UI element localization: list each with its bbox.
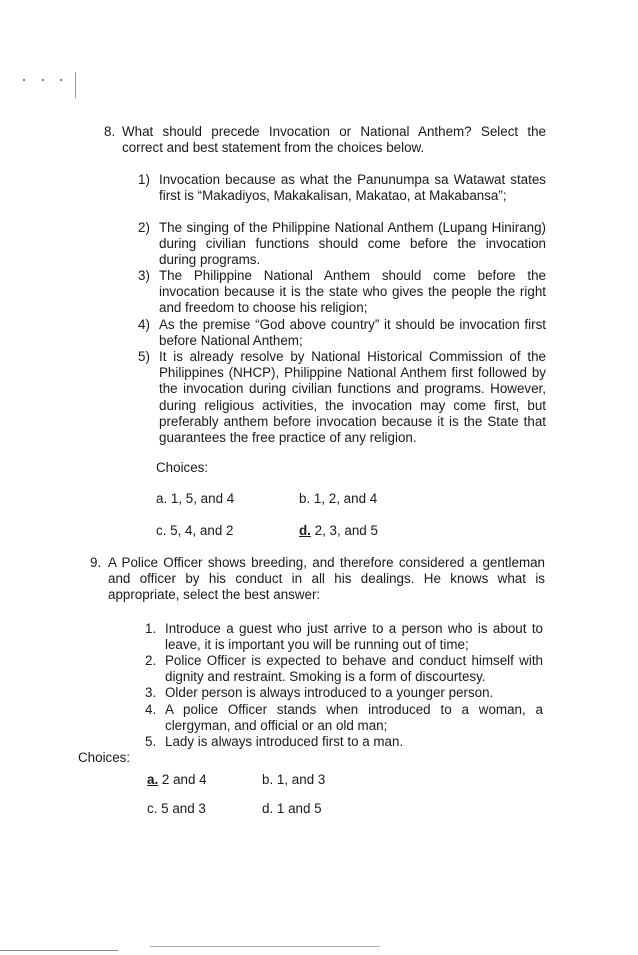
statement-number: 4) bbox=[138, 317, 150, 332]
rule-item bbox=[145, 702, 543, 734]
statement-text: Invocation because as what the Panunumpa sa Watawat states first is “Makadiyos, Makakalisan, Makatao, at Makabansa”; bbox=[159, 172, 546, 204]
statement-item bbox=[138, 268, 546, 317]
choice-d bbox=[262, 801, 322, 817]
statement-number: 3) bbox=[138, 268, 150, 283]
choice-text: 1, 5, and 4 bbox=[170, 491, 235, 506]
choices-label: Choices: bbox=[78, 750, 131, 765]
rule-text: Lady is always introduced first to a man. bbox=[165, 734, 404, 749]
choice-text: 2, 3, and 5 bbox=[314, 523, 378, 538]
question-8 bbox=[0, 0, 638, 475]
question-number: 8. bbox=[104, 124, 116, 139]
rule-text: Introduce a guest who just arrive to a person who is about to leave, it is important you will be running out of time; bbox=[165, 621, 543, 653]
question-text: A Police Officer shows breeding, and therefore considered a gentleman and officer by his conduct in all his dealings. He knows what is appropriate, select the best answer: bbox=[108, 555, 545, 603]
rule-item bbox=[145, 685, 543, 701]
choice-text: 5 and 3 bbox=[161, 801, 206, 816]
choices-label: Choices: bbox=[156, 460, 209, 475]
statement-item bbox=[138, 349, 546, 446]
scan-bottom-line bbox=[150, 946, 380, 947]
rule-item bbox=[145, 734, 543, 750]
choice-letter: d. bbox=[262, 801, 274, 816]
rule-text: Police Officer is expected to behave and conduct himself with dignity and restraint. Smoking is a form of discourtesy. bbox=[165, 653, 543, 685]
statement-item bbox=[138, 317, 546, 349]
question-text: What should precede Invocation or National Anthem? Select the correct and best statement from the choices below. bbox=[122, 124, 546, 156]
choice-text: 2 and 4 bbox=[161, 772, 207, 787]
choice-letter: c. bbox=[147, 801, 158, 816]
rule-text: A police Officer stands when introduced to a woman, a clergyman, and official or an old man; bbox=[165, 702, 543, 734]
question-number: 9. bbox=[90, 555, 102, 570]
rule-item bbox=[145, 653, 543, 685]
rule-number: 3. bbox=[145, 685, 157, 700]
choice-b bbox=[262, 772, 325, 788]
choice-d-correct bbox=[299, 523, 378, 539]
choice-text: 5, 4, and 2 bbox=[170, 523, 234, 538]
statement-item bbox=[138, 172, 546, 204]
statement-number: 5) bbox=[138, 349, 150, 364]
choice-letter: c. bbox=[156, 523, 167, 538]
choice-text: 1 and 5 bbox=[276, 801, 322, 816]
choice-a bbox=[156, 491, 234, 507]
choice-c bbox=[156, 523, 233, 539]
choice-letter: a. bbox=[147, 772, 159, 787]
rule-number: 2. bbox=[145, 653, 157, 668]
choice-a-correct bbox=[147, 772, 207, 788]
rule-number: 1. bbox=[145, 621, 157, 636]
choice-letter: b. bbox=[262, 772, 274, 787]
statement-text: The Philippine National Anthem should come before the invocation because it is the state who gives the people the right and freedom to choose his religion; bbox=[159, 268, 546, 316]
statement-text: As the premise “God above country” it should be invocation first before National Anthem; bbox=[159, 317, 546, 349]
choice-letter: d. bbox=[299, 523, 311, 538]
choice-b bbox=[299, 491, 377, 507]
choice-text: 1, and 3 bbox=[276, 772, 326, 787]
statement-number: 2) bbox=[138, 220, 150, 235]
choice-letter: a. bbox=[156, 491, 168, 506]
statement-text: The singing of the Philippine National Anthem (Lupang Hinirang) during civilian functions should come before the invocation during programs. bbox=[159, 220, 546, 268]
rule-number: 4. bbox=[145, 702, 157, 717]
choice-c bbox=[147, 801, 206, 817]
rule-number: 5. bbox=[145, 734, 157, 749]
choice-text: 1, 2, and 4 bbox=[313, 491, 378, 506]
rule-text: Older person is always introduced to a younger person. bbox=[165, 685, 494, 700]
statement-text: It is already resolve by National Historical Commission of the Philippines (NHCP), Philippine National Anthem first followed by the invocation during civilian functions and programs. However, during religious activities, the invocation may come first, but preferably anthem before invocation because it is the State that guarantees the free practice of any religion. bbox=[159, 349, 546, 446]
scan-bottom-line bbox=[0, 950, 118, 951]
statement-item bbox=[138, 220, 546, 269]
choice-letter: b. bbox=[299, 491, 311, 506]
rule-item bbox=[145, 621, 543, 653]
statement-number: 1) bbox=[138, 172, 150, 187]
